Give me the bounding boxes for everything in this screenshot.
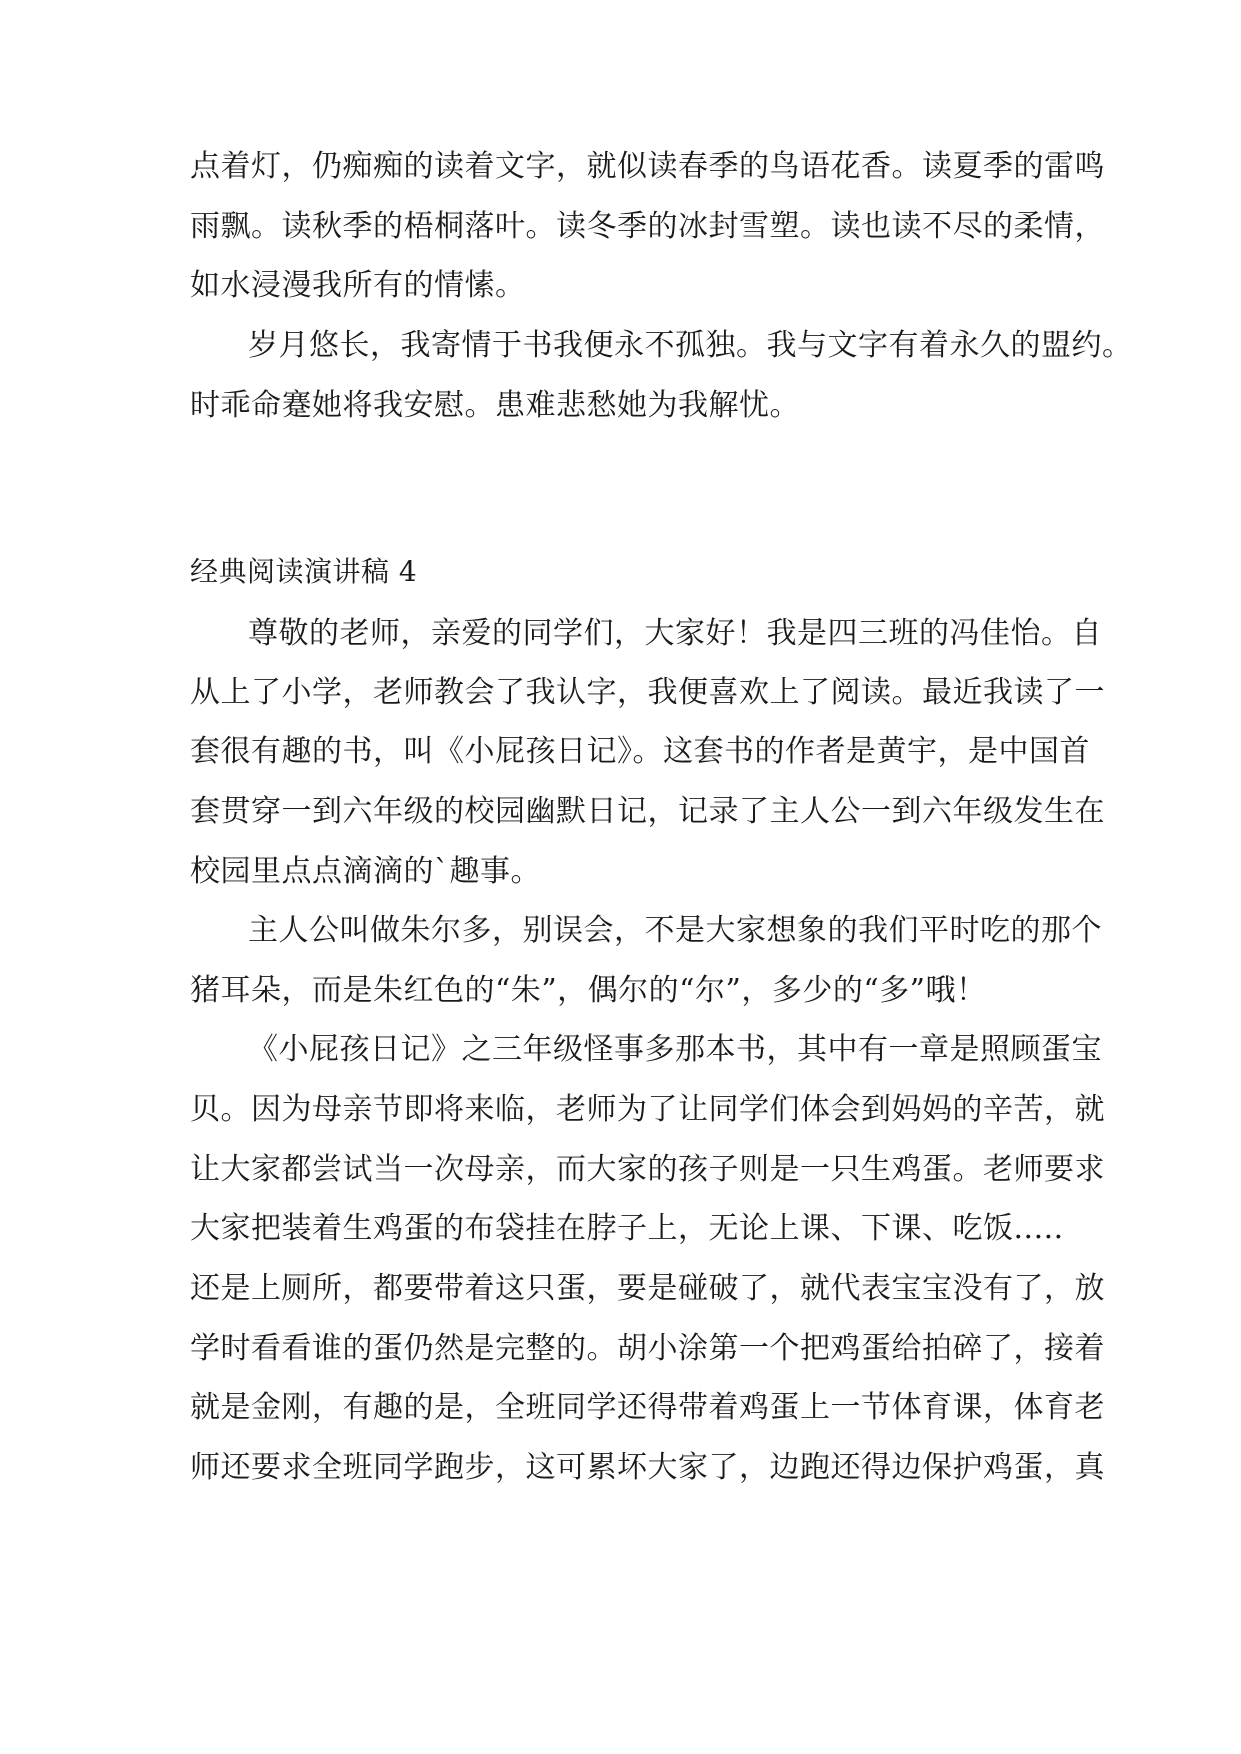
section-paragraph-3-line-7: 就是金刚，有趣的是，全班同学还得带着鸡蛋上一节体育课，体育老 — [190, 1390, 1105, 1425]
section-title: 经典阅读演讲稿 4 — [190, 555, 418, 588]
section-paragraph-2-line-1: 主人公叫做朱尔多，别误会，不是大家想象的我们平时吃的那个 — [248, 913, 1102, 948]
section-paragraph-1-line-5: 校园里点点滴滴的`趣事。 — [190, 854, 541, 889]
section-paragraph-3-line-6: 学时看看谁的蛋仍然是完整的。胡小涂第一个把鸡蛋给拍碎了，接着 — [190, 1331, 1105, 1366]
paragraph-1-line-2: 雨飘。读秋季的梧桐落叶。读冬季的冰封雪塑。读也读不尽的柔情， — [190, 209, 1105, 244]
section-paragraph-3-line-2: 贝。因为母亲节即将来临，老师为了让同学们体会到妈妈的辛苦，就 — [190, 1092, 1105, 1127]
paragraph-1-line-1: 点着灯，仍痴痴的读着文字，就似读春季的鸟语花香。读夏季的雷鸣 — [190, 149, 1105, 184]
section-paragraph-3-line-5: 还是上厕所，都要带着这只蛋，要是碰破了，就代表宝宝没有了，放 — [190, 1271, 1105, 1306]
paragraph-2-line-1: 岁月悠长，我寄情于书我便永不孤独。我与文字有着永久的盟约。 — [248, 328, 1133, 363]
section-paragraph-1-line-2: 从上了小学，老师教会了我认字，我便喜欢上了阅读。最近我读了一 — [190, 675, 1105, 710]
paragraph-2-line-2: 时乖命蹇她将我安慰。患难悲愁她为我解忧。 — [190, 388, 800, 423]
section-paragraph-3-line-8: 师还要求全班同学跑步，这可累坏大家了，边跑还得边保护鸡蛋，真 — [190, 1450, 1105, 1485]
section-paragraph-1-line-3: 套很有趣的书，叫《小屁孩日记》。这套书的作者是黄宇，是中国首 — [190, 734, 1090, 769]
paragraph-1-line-3: 如水浸漫我所有的情愫。 — [190, 268, 526, 303]
section-paragraph-1-line-4: 套贯穿一到六年级的校园幽默日记，记录了主人公一到六年级发生在 — [190, 794, 1105, 829]
section-paragraph-3-line-3: 让大家都尝试当一次母亲，而大家的孩子则是一只生鸡蛋。老师要求 — [190, 1152, 1105, 1187]
section-paragraph-1-line-1: 尊敬的老师，亲爱的同学们，大家好！我是四三班的冯佳怡。自 — [248, 616, 1102, 651]
section-paragraph-3-line-1: 《小屁孩日记》之三年级怪事多那本书，其中有一章是照顾蛋宝 — [248, 1032, 1102, 1067]
section-paragraph-2-line-2: 猪耳朵，而是朱红色的“朱”，偶尔的“尔”，多少的“多”哦！ — [190, 973, 987, 1008]
section-paragraph-3-line-4: 大家把装着生鸡蛋的布袋挂在脖子上，无论上课、下课、吃饭..... — [190, 1211, 1064, 1246]
